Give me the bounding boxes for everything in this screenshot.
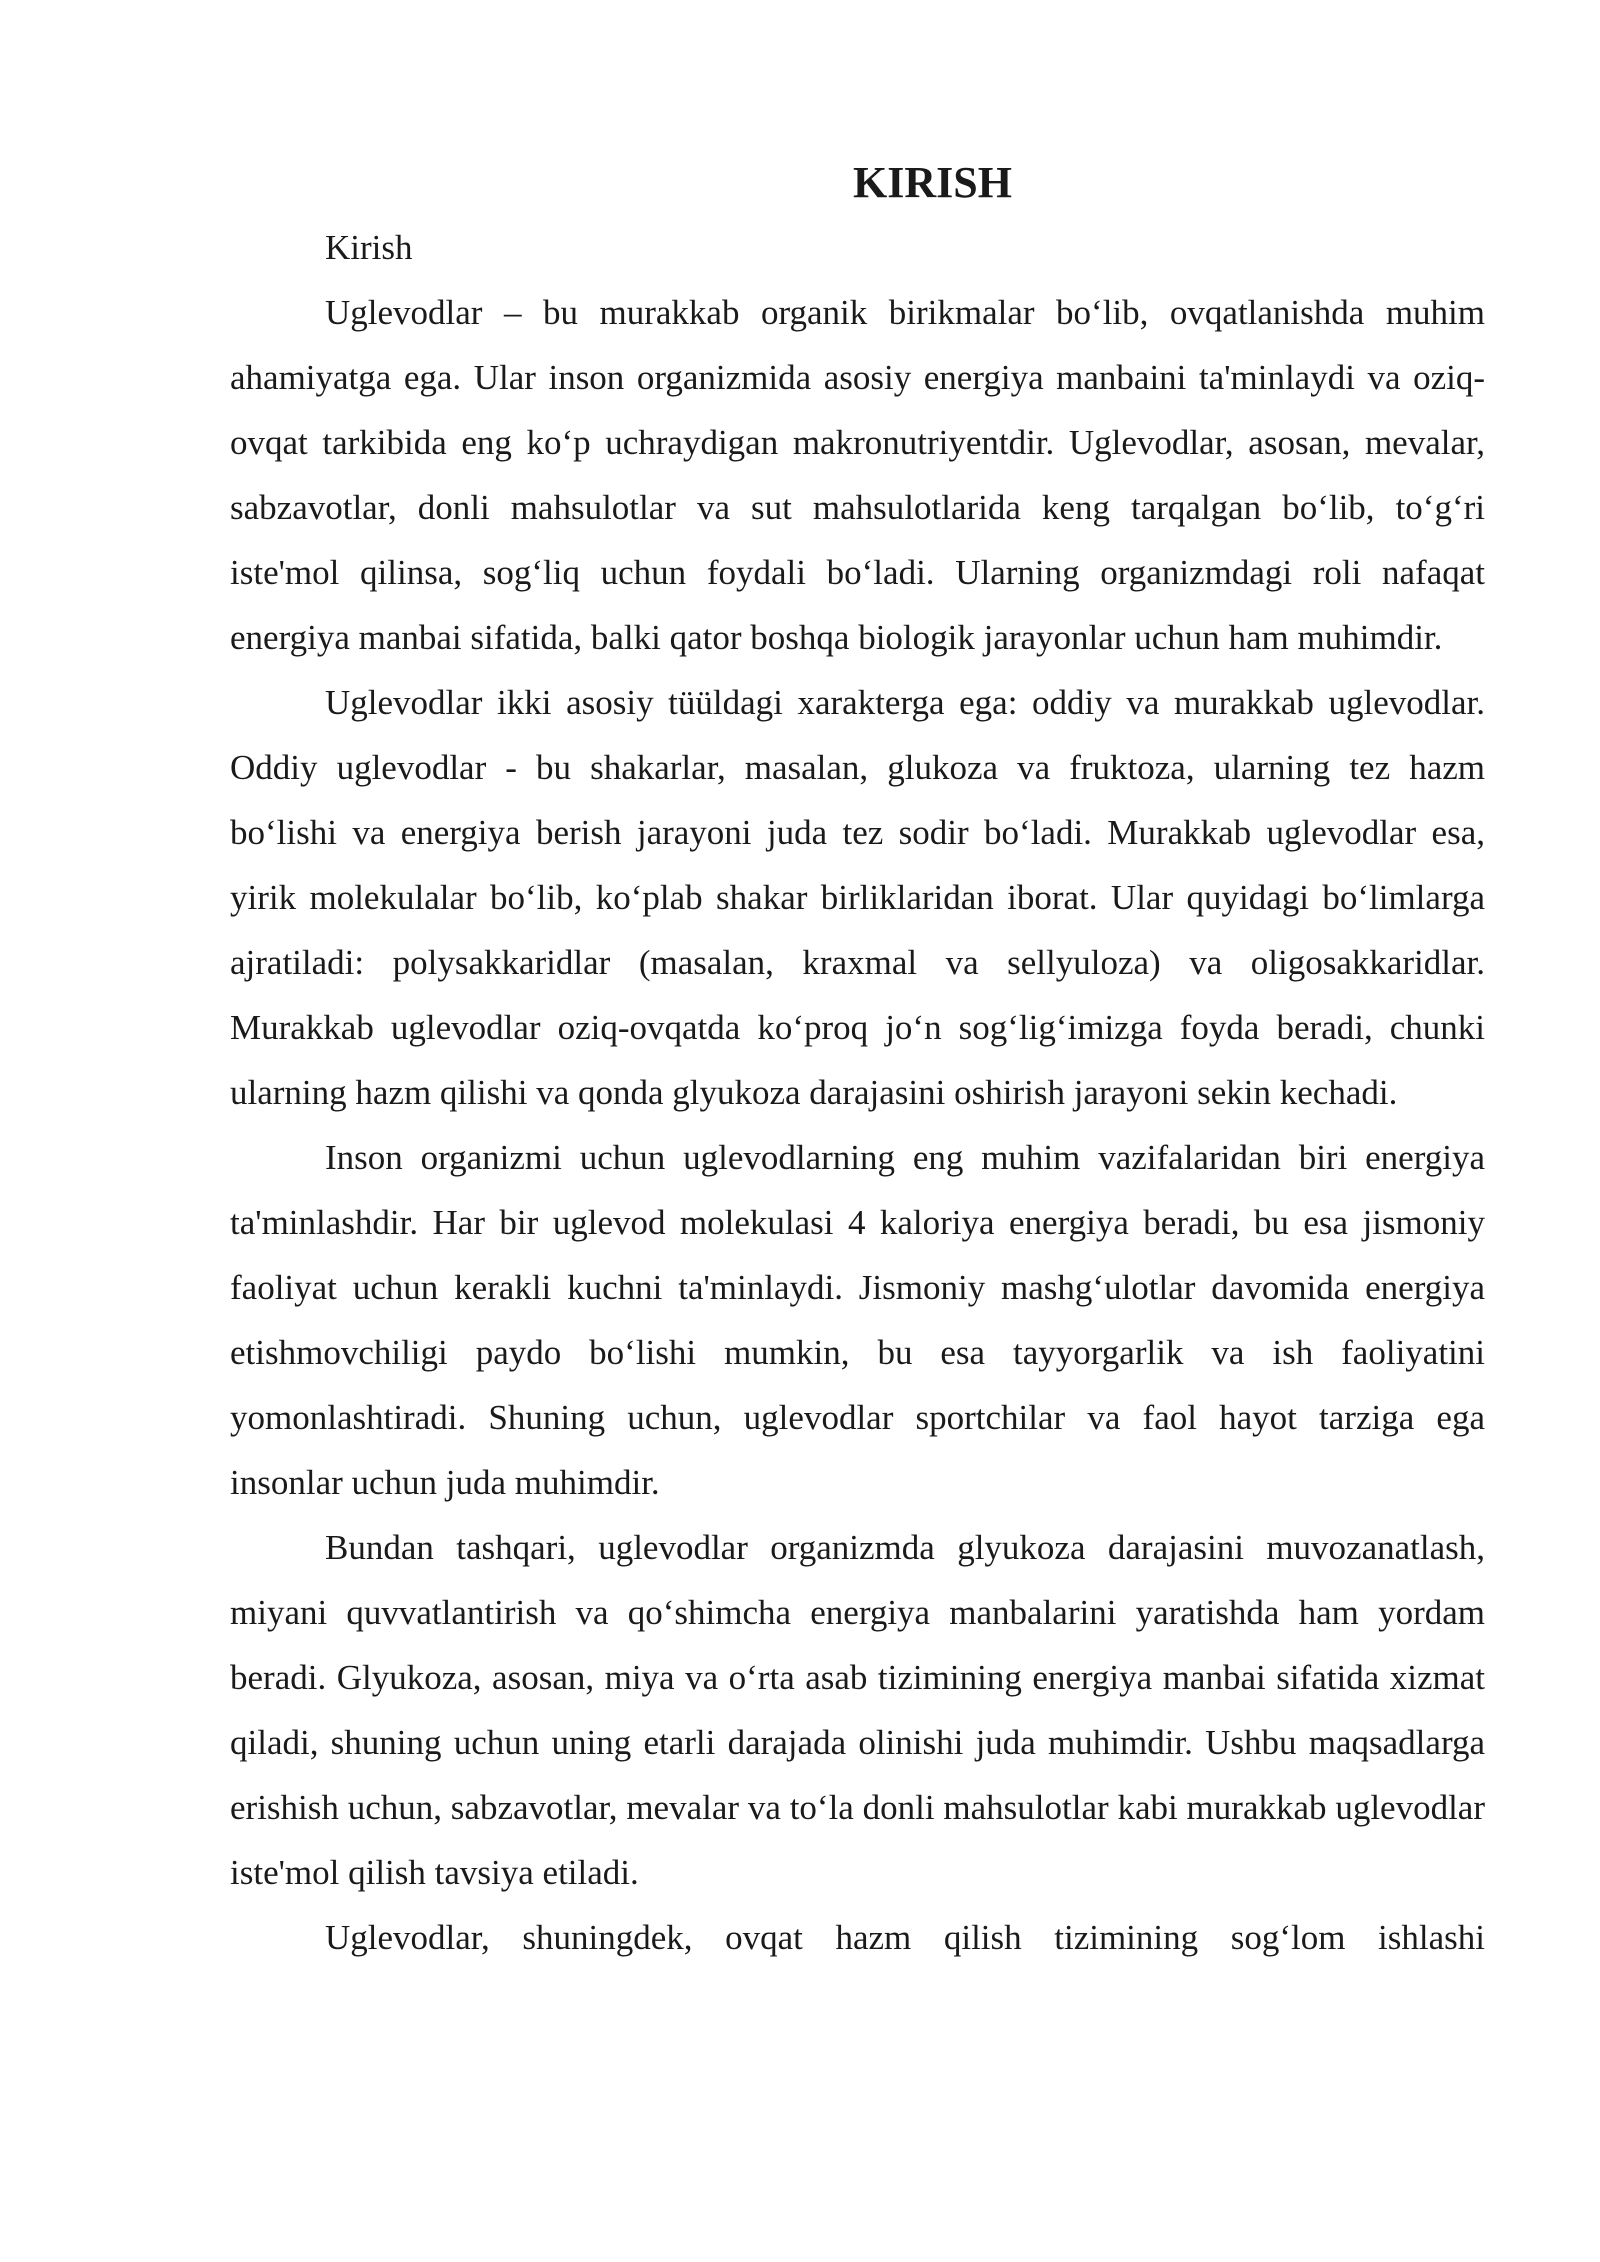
paragraph-5: Uglevodlar, shuningdek, ovqat hazm qilish tizimining sog‘lom ishlashi xyxy=(325,1918,1485,1957)
paragraph-2: Uglevodlar ikki asosiy tüüldagi xarakterga ega: oddiy va murakkab uglevodlar. Oddiy uglevodlar - bu shakarlar, masalan, glukoza va fruktoza, ularning tez hazm bo‘lishi va energiya berish jarayoni juda tez sodir bo‘ladi. Murakkab uglevodlar esa, yirik molekulalar bo‘lib, ko‘plab shakar birliklaridan iborat. Ular quyidagi bo‘limlarga ajratiladi: polysakkaridlar (masalan, kraxmal va sellyuloza) va oligosakkaridlar. Murakkab uglevodlar oziq-ovqatda ko‘proq jo‘n sog‘lig‘imizga foyda beradi, chunki ularning hazm qilishi va qonda glyukoza darajasini oshirish jarayoni sekin kechadi. xyxy=(230,683,1485,1112)
paragraph-3: Inson organizmi uchun uglevodlarning eng muhim vazifalaridan biri energiya ta'minlashdir. Har bir uglevod molekulasi 4 kaloriya energiya beradi, bu esa jismoniy faoliyat uchun kerakli kuchni ta'minlaydi. Jismoniy mashg‘ulotlar davomida energiya etishmovchiligi paydo bo‘lishi mumkin, bu esa tayyorgarlik va ish faoliyatini yomonlashtiradi. Shuning uchun, uglevodlar sportchilar va faol hayot tarziga ega insonlar uchun juda muhimdir. xyxy=(230,1138,1485,1502)
document-page xyxy=(230,150,1485,1970)
paragraph-4: Bundan tashqari, uglevodlar organizmda glyukoza darajasini muvozanatlash, miyani quvvatlantirish va qo‘shimcha energiya manbalarini yaratishda ham yordam beradi. Glyukoza, asosan, miya va o‘rta asab tizimining energiya manbai sifatida xizmat qiladi, shuning uchun uning etarli darajada olinishi juda muhimdir. Ushbu maqsadlarga erishish uchun, sabzavotlar, mevalar va to‘la donli mahsulotlar kabi murakkab uglevodlar iste'mol qilish tavsiya etiladi. xyxy=(230,1528,1485,1892)
document-title: KIRISH xyxy=(853,158,1012,207)
paragraph-1: Uglevodlar – bu murakkab organik birikmalar bo‘lib, ovqatlanishda muhim ahamiyatga ega. Ular inson organizmida asosiy energiya manbaini ta'minlaydi va oziq-ovqat tarkibida eng ko‘p uchraydigan makronutriyentdir. Uglevodlar, asosan, mevalar, sabzavotlar, donli mahsulotlar va sut mahsulotlarida keng tarqalgan bo‘lib, to‘g‘ri iste'mol qilinsa, sog‘liq uchun foydali bo‘ladi. Ularning organizmdagi roli nafaqat energiya manbai sifatida, balki qator boshqa biologik jarayonlar uchun ham muhimdir. xyxy=(230,293,1485,657)
document-subtitle: Kirish xyxy=(325,228,413,267)
